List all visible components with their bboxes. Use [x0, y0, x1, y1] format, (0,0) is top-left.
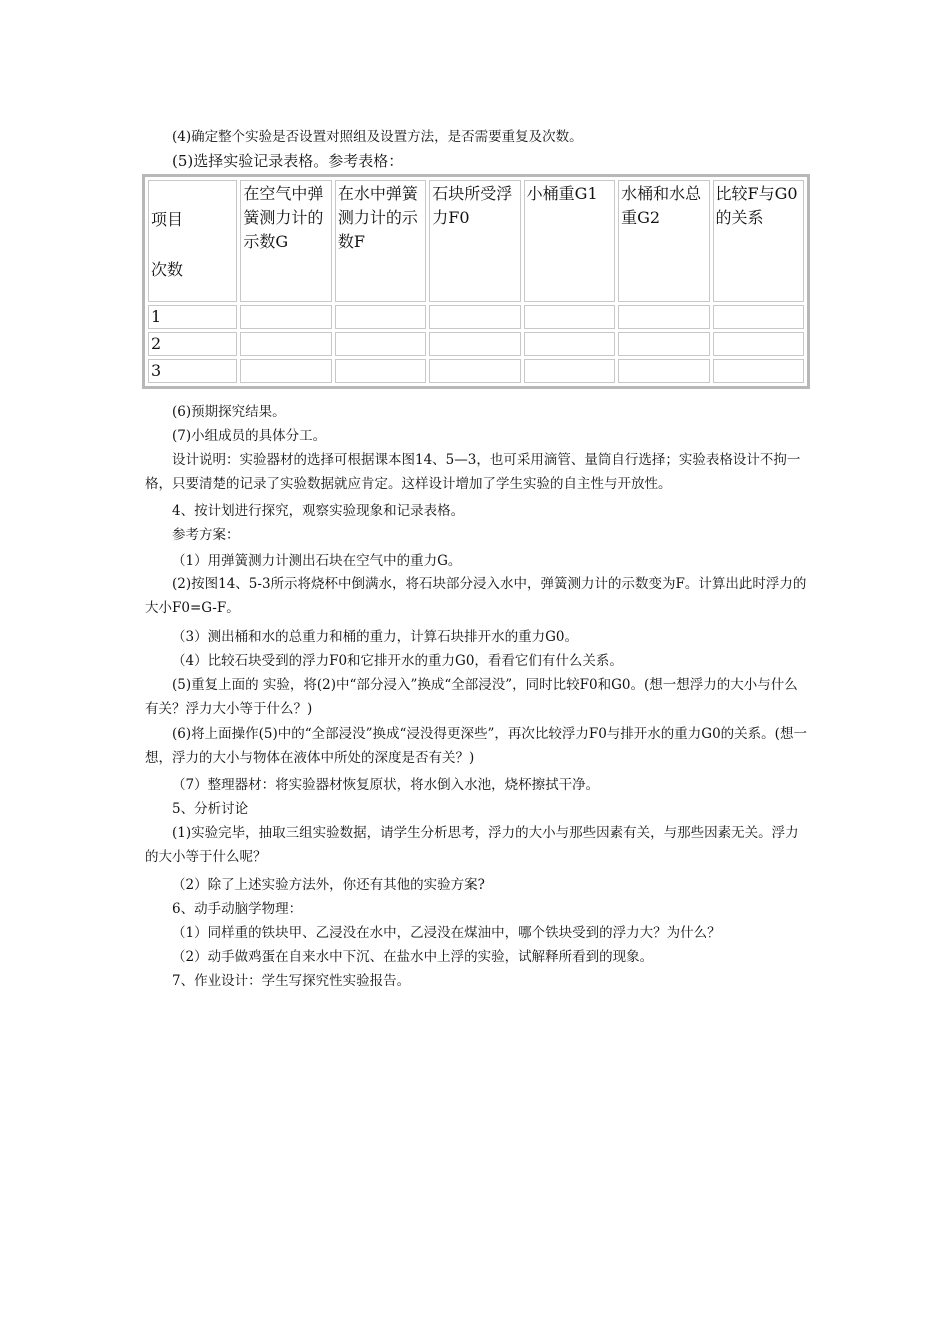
table-header-row [148, 180, 804, 302]
row-index: 2 [148, 332, 237, 356]
design-note: 设计说明：实验器材的选择可根据课本图14、5—3，也可采用滴管、量筒自行选择；实验表格设计不拘一格，只要清楚的记录了实验数据就应肯定。这样设计增加了学生实验的自主性与开放性。 [145, 452, 801, 492]
table-cell [335, 332, 426, 356]
table-cell [429, 332, 520, 356]
table-cell [618, 305, 709, 329]
table-cell [429, 305, 520, 329]
item-7: (7)小组成员的具体分工。 [172, 428, 327, 444]
question-2: （2）动手做鸡蛋在自来水中下沉、在盐水中上浮的实验，试解释所看到的现象。 [172, 949, 654, 965]
corner-top-label: 项目 [151, 210, 184, 229]
table-cell [429, 359, 520, 383]
table-cell [618, 332, 709, 356]
corner-bottom-label: 次数 [151, 260, 184, 279]
plan-step-6: (6)将上面操作(5)中的“全部浸没”换成“浸没得更深些”，再次比较浮力F0与排开水的重力G0的关系。(想一想，浮力的大小与物体在液体中所处的深度是否有关？) [145, 726, 807, 766]
table-cell [240, 332, 331, 356]
column-header: 水桶和水总重G2 [618, 180, 709, 302]
plan-step-1: （1）用弹簧测力计测出石块在空气中的重力G。 [172, 553, 462, 569]
step-6: 6、动手动脑学物理： [172, 901, 303, 917]
question-1: （1）同样重的铁块甲、乙浸没在水中，乙浸没在煤油中，哪个铁块受到的浮力大？为什么？ [172, 925, 721, 941]
step-4: 4、按计划进行探究，观察实验现象和记录表格。 [172, 503, 465, 519]
table-cell [618, 359, 709, 383]
item-5: (5)选择实验记录表格。参考表格： [172, 152, 404, 170]
table-cell [240, 359, 331, 383]
step-5: 5、分析讨论 [172, 801, 249, 817]
record-table [142, 174, 810, 389]
corner-cell [148, 180, 237, 302]
table-row [148, 359, 804, 383]
plan-step-3: （3）测出桶和水的总重力和桶的重力，计算石块排开水的重力G0。 [172, 629, 578, 645]
plan-step-2: (2)按图14、5-3所示将烧杯中倒满水，将石块部分浸入水中，弹簧测力计的示数变为F。计算出此时浮力的大小F0=G-F。 [145, 576, 807, 616]
table-cell [335, 305, 426, 329]
item-4: (4)确定整个实验是否设置对照组及设置方法，是否需要重复及次数。 [172, 129, 583, 145]
reference-plan-title: 参考方案： [172, 527, 240, 543]
table-cell [524, 359, 615, 383]
column-header: 比较F与G0的关系 [713, 180, 805, 302]
table-row [148, 332, 804, 356]
discussion-1: (1)实验完毕，抽取三组实验数据，请学生分析思考，浮力的大小与那些因素有关，与那些因素无关。浮力的大小等于什么呢？ [145, 825, 799, 865]
column-header: 石块所受浮力F0 [429, 180, 520, 302]
plan-step-5: (5)重复上面的 实验，将(2)中“部分浸入”换成“全部浸没”，同时比较F0和G0。(想一想浮力的大小与什么有关？浮力大小等于什么？) [145, 677, 798, 717]
column-header: 小桶重G1 [524, 180, 615, 302]
table-cell [713, 332, 805, 356]
plan-step-7: （7）整理器材：将实验器材恢复原状，将水倒入水池，烧杯擦拭干净。 [172, 777, 600, 793]
table-cell [713, 359, 805, 383]
table-row [148, 305, 804, 329]
column-header: 在水中弹簧测力计的示数F [335, 180, 426, 302]
table-cell [524, 305, 615, 329]
table-cell [524, 332, 615, 356]
item-6: (6)预期探究结果。 [172, 404, 286, 420]
column-header: 在空气中弹簧测力计的示数G [240, 180, 331, 302]
table-cell [240, 305, 331, 329]
row-index: 3 [148, 359, 237, 383]
discussion-2: （2）除了上述实验方法外，你还有其他的实验方案? [172, 877, 485, 893]
table-cell [713, 305, 805, 329]
table-cell [335, 359, 426, 383]
plan-step-4: （4）比较石块受到的浮力F0和它排开水的重力G0，看看它们有什么关系。 [172, 653, 623, 669]
row-index: 1 [148, 305, 237, 329]
step-7: 7、作业设计：学生写探究性实验报告。 [172, 973, 411, 989]
